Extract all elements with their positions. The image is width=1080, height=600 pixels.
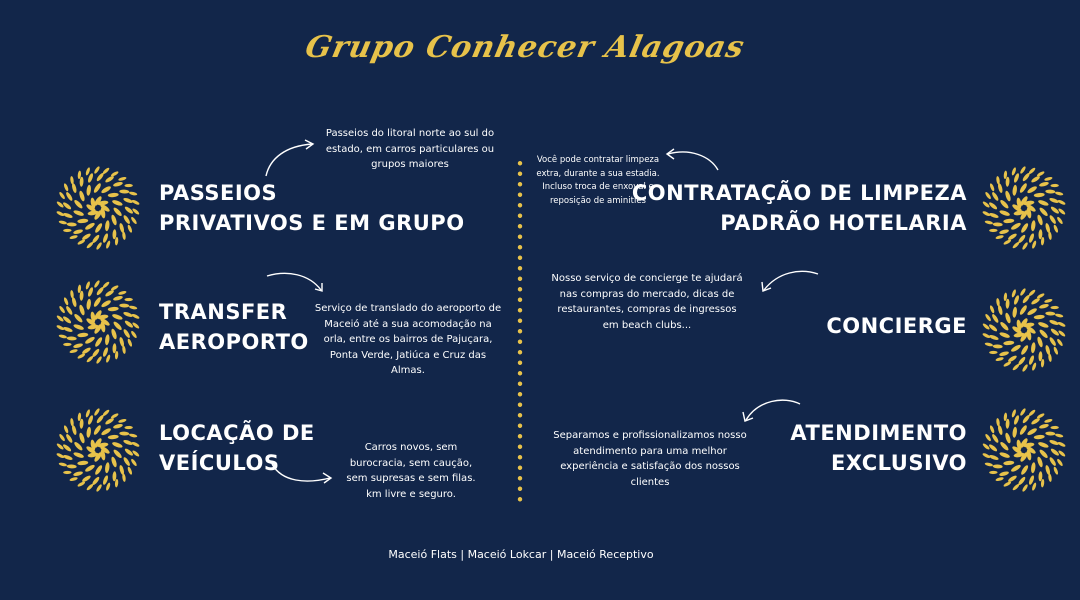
firework-burst-icon (56, 166, 140, 250)
service-description-locacao: Carros novos, sem burocracia, sem caução, sem supresas e sem filas. km livre e seguro. (346, 442, 476, 500)
service-heading-limpeza: CONTRATAÇÃO DE LIMPEZA PADRÃO HOTELARIA (631, 181, 967, 235)
service-heading-concierge: CONCIERGE (826, 314, 967, 338)
firework-burst-icon (982, 408, 1066, 492)
curved-arrow-icon (265, 270, 327, 296)
firework-burst-icon (982, 166, 1066, 250)
curved-arrow-icon (756, 268, 822, 296)
service-description-passeios: Passeios do litoral norte ao sul do estado, em carros particulares ou grupos maiores (325, 128, 495, 170)
curved-arrow-icon (270, 460, 336, 488)
footer-brands: Maceió Flats | Maceió Lokcar | Maceió Receptivo (388, 548, 654, 561)
firework-burst-icon (982, 288, 1066, 372)
service-description-atendimento: Separamos e profissionalizamos nosso atendimento para uma melhor experiência e satisfação dos nossos clientes (553, 430, 747, 488)
service-description-concierge: Nosso serviço de concierge te ajudará nas compras do mercado, dicas de restaurantes, compras de ingressos em beach clubs... (551, 273, 743, 331)
service-description-limpeza: Você pode contratar limpeza extra, durante a sua estadia. Incluso troca de enxoval e reposição de aminities (536, 155, 660, 206)
service-description-transfer: Serviço de translado do aeroporto de Maceió até a sua acomodação na orla, entre os bairros de Pajuçara, Ponta Verde, Jatiúca e Cruz das Almas. (314, 303, 502, 376)
service-heading-passeios: PASSEIOS PRIVATIVOS E EM GRUPO (159, 181, 465, 235)
service-heading-atendimento: ATENDIMENTO EXCLUSIVO (790, 421, 967, 475)
service-heading-locacao: LOCAÇÃO DE VEÍCULOS (159, 421, 315, 475)
curved-arrow-icon (660, 146, 722, 174)
firework-burst-icon (56, 408, 140, 492)
service-heading-transfer: TRANSFER AEROPORTO (159, 300, 309, 354)
dotted-divider (517, 158, 523, 503)
page-title: Grupo Conhecer Alagoas (302, 30, 748, 65)
firework-burst-icon (56, 280, 140, 364)
curved-arrow-icon (262, 138, 320, 180)
